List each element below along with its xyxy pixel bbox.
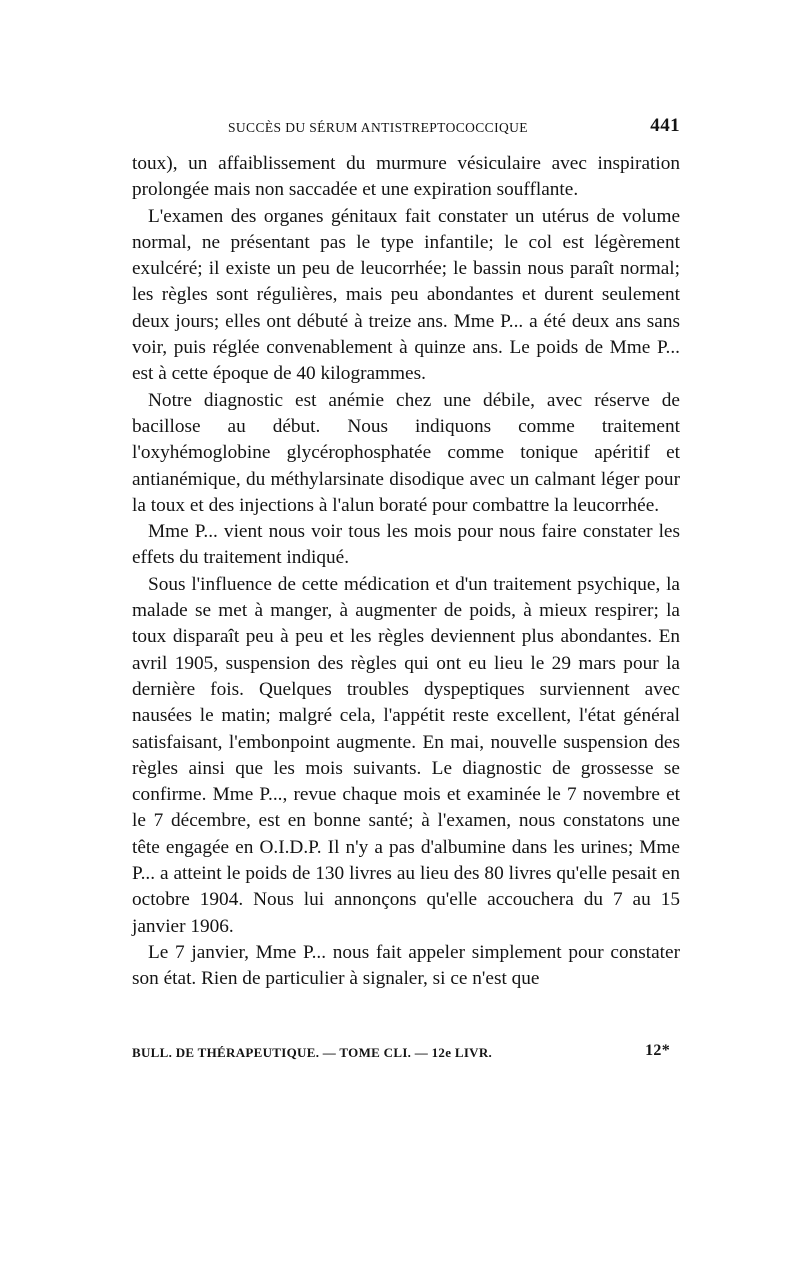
page-number: 441 [650, 115, 680, 136]
page-footer [132, 1042, 680, 1064]
journal-signature-line: BULL. DE THÉRAPEUTIQUE. — TOME CLI. — 12e LIVR. [132, 1045, 493, 1060]
paragraph-continued: toux), un affaiblissement du murmure vésiculaire avec inspiration prolongée mais non saccadée et une expiration soufflante. [132, 153, 680, 201]
running-head [228, 115, 680, 142]
gathering-signature: 12* [645, 1042, 670, 1059]
paragraph-monthly-visits: Mme P... vient nous voir tous les mois pour nous faire constater les effets du traitement indiqué. [132, 521, 680, 569]
paragraph-diagnosis: Notre diagnostic est anémie chez une débile, avec réserve de bacillose au début. Nous indiquons comme traitement l'oxyhémoglobine glycérophosphatée comme tonique apéritif et antianémique, du méthylarsinate disodique avec un calmant léger pour la toux et des injections à l'alun boraté pour combattre la leucorrhée. [132, 389, 680, 516]
running-head-title: SUCCÈS DU SÉRUM ANTISTREPTOCOCCIQUE [228, 120, 528, 135]
paragraph-treatment-effects: Sous l'influence de cette médication et d'un traitement psychique, la malade se met à manger, à augmenter de poids, à mieux respirer; la toux disparaît peu à peu et les règles deviennent plus abondantes. En avril 1905, suspension des règles qui ont eu lieu le 29 mars pour la dernière fois. Quelques troubles dyspeptiques surviennent avec nausées le matin; malgré cela, l'appétit reste excellent, l'état général satisfaisant, l'embonpoint augmente. En mai, nouvelle suspension des règles ainsi que les mois suivants. Le diagnostic de grossesse se confirme. Mme P..., revue chaque mois et examinée le 7 novembre et le 7 décembre, est en bonne santé; à l'examen, nous constatons une tête engagée en O.I.D.P. Il n'y a pas d'albumine dans les urines; Mme P... a atteint le poids de 130 livres au lieu des 80 livres qu'elle pesait en octobre 1904. Nous lui annonçons qu'elle accouchera du 7 au 15 janvier 1906. [132, 573, 680, 937]
body-text [132, 151, 680, 993]
paragraph-january-seventh: Le 7 janvier, Mme P... nous fait appeler simplement pour constater son état. Rien de particulier à signaler, si ce n'est que [132, 941, 680, 990]
paragraph-genital-exam: L'examen des organes génitaux fait constater un utérus de volume normal, ne présentant pas le type infantile; le col est légèrement exulcéré; il existe un peu de leucorrhée; le bassin nous paraît normal; les règles sont régulières, mais peu abondantes et durent seulement deux jours; elles ont débuté à treize ans. Mme P... a été deux ans sans voir, puis réglée convenablement à quinze ans. Le poids de Mme P... est à cette époque de 40 kilogrammes. [132, 205, 680, 385]
